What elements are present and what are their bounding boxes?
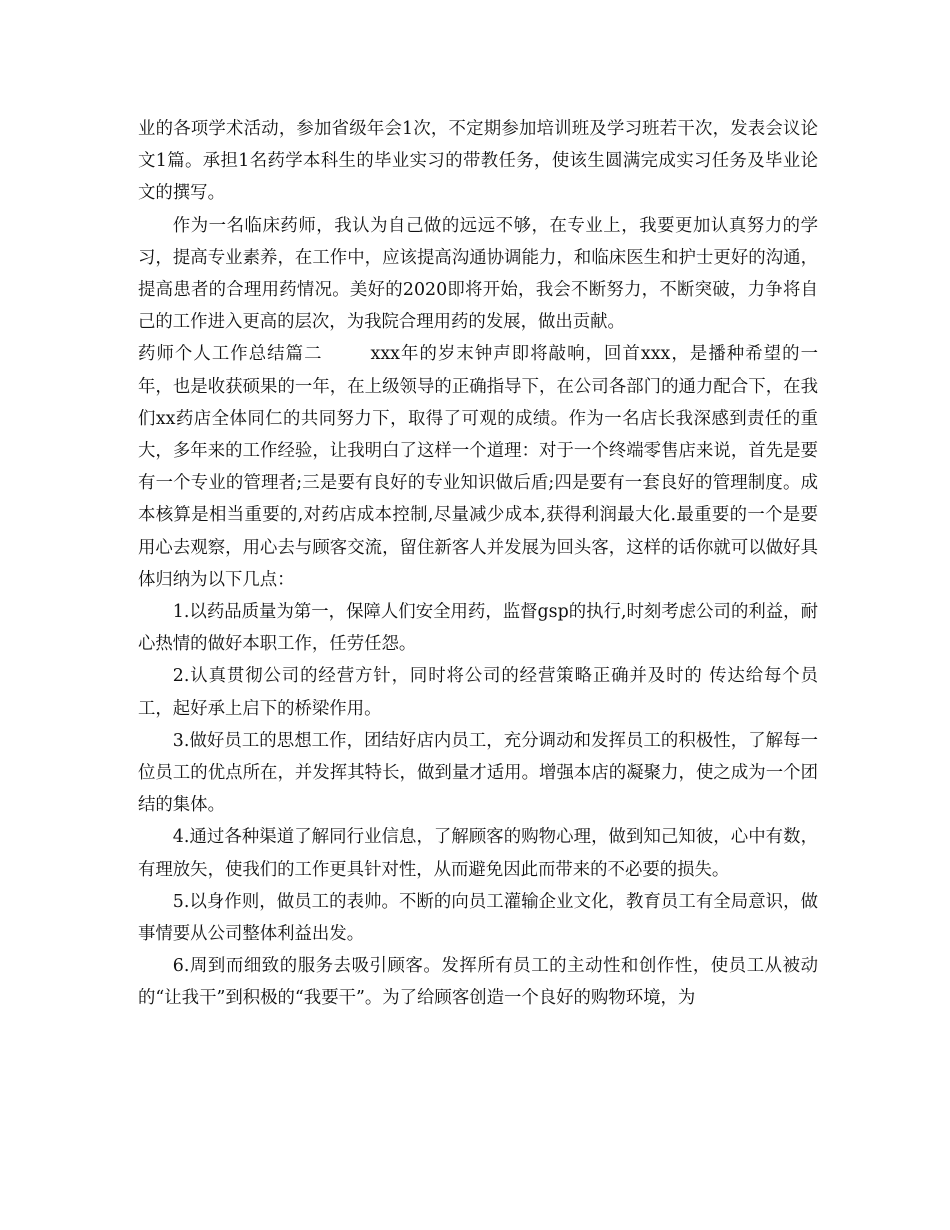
list-item: 1.以药品质量为第一，保障人们安全用药，监督gsp的执行,时刻考虑公司的利益，耐心热情的做好本职工作，任劳任怨。 (138, 602, 818, 655)
section-heading: 药师个人工作总结篇二 (138, 344, 323, 365)
section-intro-text: xxx年的岁末钟声即将敲响，回首xxx，是播种希望的一年，也是收获硕果的一年，在上级领导的正确指导下，在公司各部门的通力配合下，在我们xx药店全体同仁的共同努力下，取得了可观的成绩。作为一名店长我深感到责任的重大，多年来的工作经验，让我明白了这样一个道理：对于一个终端零售店来说，首先是要有一个专业的管理者;三是要有良好的专业知识做后盾;四是要有一套良好的管理制度。成本核算是相当重要的,对药店成本控制,尽量减少成本,获得利润最大化.最重要的一个是要用心去观察，用心去与顾客交流，留住新客人并发展为回头客，这样的话你就可以做好具体归纳为以下几点： (138, 344, 818, 590)
paragraph-clinical-pharmacist-goals: 作为一名临床药师，我认为自己做的远远不够，在专业上，我要更加认真努力的学习，提高专业素养，在工作中，应该提高沟通协调能力，和临床医生和护士更好的沟通，提高患者的合理用药情况。美好的2020即将开始，我会不断努力，不断突破，力争将自己的工作进入更高的层次，为我院合理用药的发展，做出贡献。 (138, 215, 818, 333)
paragraph-academic-activities: 业的各项学术活动，参加省级年会1次，不定期参加培训班及学习班若干次，发表会议论文1篇。承担1名药学本科生的毕业实习的带教任务，使该生圆满完成实习任务及毕业论文的撰写。 (138, 119, 818, 204)
list-item: 5.以身作则，做员工的表帅。不断的向员工灌输企业文化，教育员工有全局意识，做事情要从公司整体利益出发。 (138, 891, 818, 945)
document-body (138, 113, 818, 1015)
list-item: 2.认真贯彻公司的经营方针，同时将公司的经营策略正确并及时的 传达给每个员工，起好承上启下的桥梁作用。 (138, 666, 818, 719)
list-item: 3.做好员工的思想工作，团结好店内员工，充分调动和发挥员工的积极性，了解每一位员工的优点所在，并发挥其特长，做到量才适用。增强本店的凝聚力，使之成为一个团结的集体。 (138, 730, 818, 816)
list-item: 4.通过各种渠道了解同行业信息，了解顾客的购物心理，做到知己知彼，心中有数，有理放矢，使我们的工作更具针对性，从而避免因此而带来的不必要的损失。 (138, 827, 818, 880)
section-paragraph (138, 338, 818, 596)
list-item: 6.周到而细致的服务去吸引顾客。发挥所有员工的主动性和创作性，使员工从被动的“让我干”到积极的“我要干”。为了给顾客创造一个良好的购物环境，为 (138, 956, 818, 1009)
